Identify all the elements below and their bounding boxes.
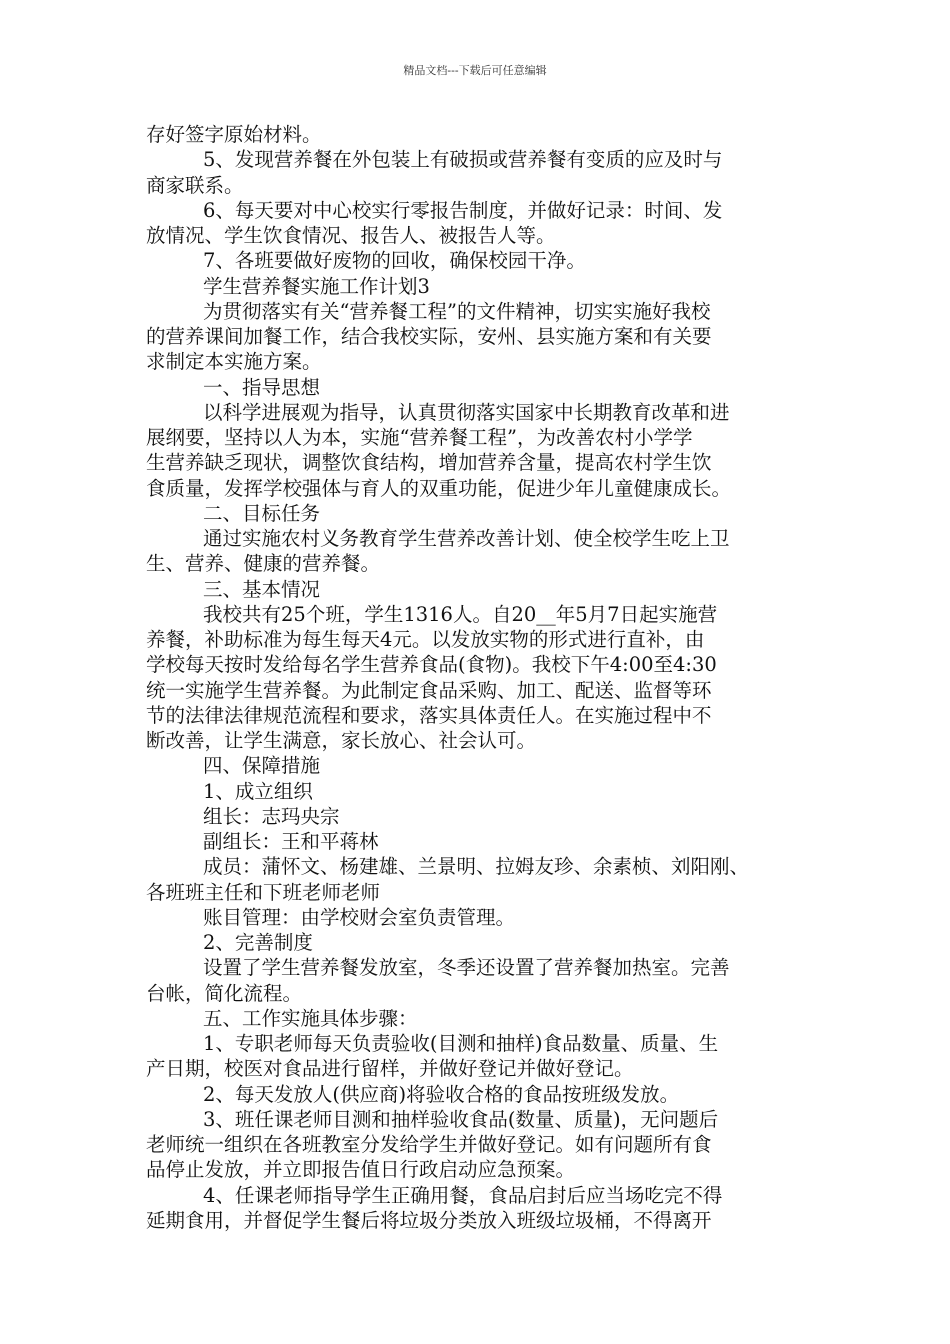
text-line: 1、成立组织 (203, 779, 313, 803)
text-line: 各班班主任和下班老师老师 (146, 880, 381, 904)
text-line: 节的法律法律规范流程和要求，落实具体责任人。在实施过程中不 (146, 703, 712, 727)
text-line: 组长：志玛央宗 (203, 804, 340, 828)
text-line: 生、营养、健康的营养餐。 (146, 552, 381, 576)
page-header: 精品文档---下载后可任意编辑 (403, 64, 547, 77)
text-line: 以科学进展观为指导，认真贯彻落实国家中长期教育改革和进 (203, 400, 730, 424)
text-line: 展纲要，坚持以人为本，实施“营养餐工程”，为改善农村小学学 (146, 426, 693, 449)
text-line: 商家联系。 (146, 173, 244, 197)
text-line: 副组长：王和平蒋林 (203, 830, 379, 853)
text-line: 4、任课老师指导学生正确用餐，食品启封后应当场吃完不得 (203, 1183, 723, 1207)
text-line: 学校每天按时发给每名学生营养食品(食物)。我校下午4:00至4:30 (146, 653, 717, 677)
text-line: 账目管理：由学校财会室负责管理。 (203, 905, 516, 929)
text-line: 生营养缺乏现状，调整饮食结构，增加营养含量，提高农村学生饮 (146, 451, 712, 475)
text-line: 学生营养餐实施工作计划3 (203, 274, 430, 298)
text-line: 设置了学生营养餐发放室，冬季还设置了营养餐加热室。完善 (203, 956, 730, 980)
text-line: 1、专职老师每天负责验收(目测和抽样)食品数量、质量、生 (203, 1032, 719, 1055)
text-line: 5、发现营养餐在外包装上有破损或营养餐有变质的应及时与 (203, 148, 723, 172)
text-line: 2、完善制度 (203, 931, 313, 954)
text-line: 二、目标任务 (203, 501, 321, 525)
text-line: 存好签字原始材料。 (146, 123, 322, 146)
text-line: 7、各班要做好废物的回收，确保校园干净。 (203, 249, 586, 273)
text-line: 统一实施学生营养餐。为此制定食品采购、加工、配送、监督等环 (146, 678, 712, 702)
text-line: 通过实施农村义务教育学生营养改善计划、使全校学生吃上卫 (203, 527, 730, 550)
text-line: 我校共有25个班，学生1316人。自20__年5月7日起实施营 (203, 602, 718, 626)
text-line: 三、基本情况 (203, 577, 321, 601)
text-line: 品停止发放，并立即报告值日行政启动应急预案。 (146, 1158, 576, 1182)
text-line: 求制定本实施方案。 (146, 350, 322, 374)
text-line: 延期食用，并督促学生餐后将垃圾分类放入班级垃圾桶，不得离开 (146, 1208, 712, 1232)
text-line: 为贯彻落实有关“营养餐工程”的文件精神，切实实施好我校 (203, 299, 711, 323)
text-line: 养餐，补助标准为每生每天4元。以发放实物的形式进行直补，由 (146, 628, 705, 651)
text-line: 产日期，校医对食品进行留样，并做好登记并做好登记。 (146, 1057, 634, 1081)
document-body (146, 122, 808, 1233)
text-line: 放情况、学生饮食情况、报告人、被报告人等。 (146, 224, 556, 247)
text-line: 6、每天要对中心校实行零报告制度，并做好记录：时间、发 (203, 198, 723, 222)
text-line: 老师统一组织在各班教室分发给学生并做好登记。如有问题所有食 (146, 1133, 712, 1156)
text-line: 2、每天发放人(供应商)将验收合格的食品按班级发放。 (203, 1082, 680, 1106)
text-line: 食质量，发挥学校强体与育人的双重功能，促进少年儿童健康成长。 (146, 476, 732, 500)
text-line: 台帐，简化流程。 (146, 981, 303, 1005)
text-line: 五、工作实施具体步骤： (203, 1006, 418, 1030)
text-line: 3、班任课老师目测和抽样验收食品(数量、质量)，无问题后 (203, 1107, 719, 1131)
text-line: 四、保障措施 (203, 754, 321, 778)
text-line: 一、指导思想 (203, 375, 321, 399)
text-line: 断改善，让学生满意，家长放心、社会认可。 (146, 729, 537, 752)
text-line: 的营养课间加餐工作，结合我校实际，安州、县实施方案和有关要 (146, 325, 712, 348)
text-line: 成员：蒲怀文、杨建雄、兰景明、拉姆友珍、余素桢、刘阳刚、 (203, 855, 750, 879)
